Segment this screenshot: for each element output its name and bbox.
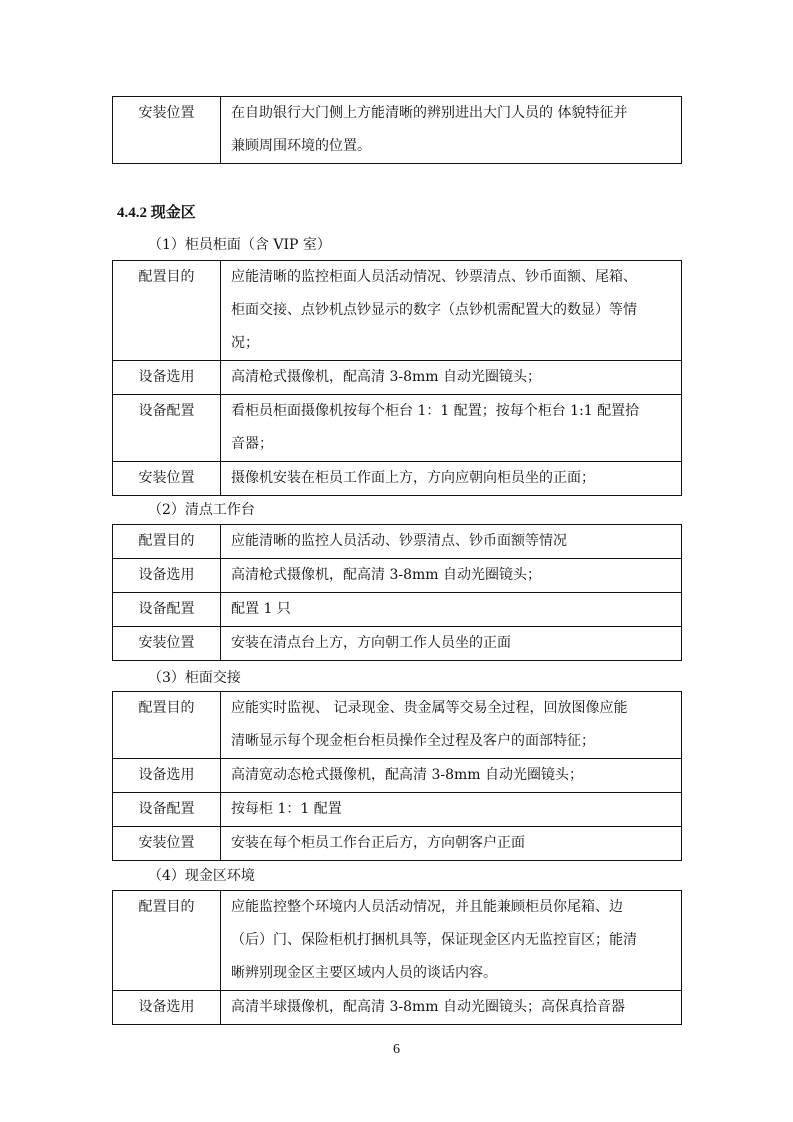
row-label: 设备选用 [113, 759, 221, 793]
table-teller-counter [112, 260, 682, 496]
subsection-title: （1）柜员柜面（含 VIP 室） [148, 237, 331, 253]
table-counter-handover [112, 691, 682, 861]
row-text: 摄像机安装在柜员工作面上方，方向应朝向柜员坐的正面； [221, 462, 682, 496]
table-row [113, 525, 682, 559]
row-label: 设备选用 [113, 559, 221, 593]
table-row [113, 261, 682, 361]
row-label: 安装位置 [113, 827, 221, 861]
row-text: 应能监控整个环境内人员活动情况，并且能兼顾柜员你尾箱、边 （后）门、保险柜机打捆机具等，保证现金区内无监控盲区；能清 晰辨别现金区主要区域内人员的谈话内容。 [221, 891, 682, 991]
table-row [113, 395, 682, 462]
table-row [113, 559, 682, 593]
table-row [113, 692, 682, 759]
subsection-title: （4）现金区环境 [148, 868, 255, 884]
row-label: 配置目的 [113, 891, 221, 991]
row-text: 按每柜 1：1 配置 [221, 793, 682, 827]
row-text: 高清半球摄像机，配高清 3-8mm 自动光圈镜头；高保真拾音器 [221, 991, 682, 1025]
row-text: 看柜员柜面摄像机按每个柜台 1：1 配置；按每个柜台 1:1 配置拾 音器； [221, 395, 682, 462]
table-row [113, 593, 682, 627]
subsection-title: （3）柜面交接 [148, 670, 241, 686]
row-label: 设备配置 [113, 593, 221, 627]
section-heading: 4.4.2 现金区 [117, 205, 196, 221]
row-label: 配置目的 [113, 525, 221, 559]
table-row [113, 759, 682, 793]
table-entrance-install [112, 96, 682, 164]
table-row [113, 627, 682, 661]
row-text: 应能清晰的监控人员活动、钞票清点、钞币面额等情况 [221, 525, 682, 559]
subsection-title: （2）清点工作台 [148, 502, 255, 518]
table-row [113, 361, 682, 395]
table-cash-area-environment [112, 890, 682, 1025]
row-label: 设备配置 [113, 793, 221, 827]
page-number: 6 [393, 1042, 400, 1057]
row-label: 设备选用 [113, 991, 221, 1025]
row-label: 配置目的 [113, 261, 221, 361]
row-text: 安装在每个柜员工作台正后方，方向朝客户正面 [221, 827, 682, 861]
row-text: 高清枪式摄像机，配高清 3-8mm 自动光圈镜头； [221, 361, 682, 395]
row-text: 高清枪式摄像机，配高清 3-8mm 自动光圈镜头； [221, 559, 682, 593]
table-row [113, 827, 682, 861]
row-label: 设备配置 [113, 395, 221, 462]
table-row [113, 991, 682, 1025]
row-text: 配置 1 只 [221, 593, 682, 627]
table-row [113, 462, 682, 496]
table-row [113, 793, 682, 827]
row-label: 安装位置 [113, 462, 221, 496]
row-text: 安装在清点台上方，方向朝工作人员坐的正面 [221, 627, 682, 661]
row-text: 应能实时监视、 记录现金、贵金属等交易全过程，回放图像应能 清晰显示每个现金柜台柜员操作全过程及客户的面部特征； [221, 692, 682, 759]
row-text: 应能清晰的监控柜面人员活动情况、钞票清点、钞币面额、尾箱、 柜面交接、点钞机点钞显示的数字（点钞机需配置大的数显）等情 况； [221, 261, 682, 361]
row-label: 安装位置 [113, 97, 221, 164]
row-label: 安装位置 [113, 627, 221, 661]
table-row [113, 891, 682, 991]
row-label: 设备选用 [113, 361, 221, 395]
row-label: 配置目的 [113, 692, 221, 759]
row-text: 高清宽动态枪式摄像机，配高清 3-8mm 自动光圈镜头； [221, 759, 682, 793]
table-row [113, 97, 682, 164]
table-counting-desk [112, 524, 682, 661]
row-text: 在自助银行大门侧上方能清晰的辨别进出大门人员的 体貌特征并 兼顾周围环境的位置。 [221, 97, 682, 164]
